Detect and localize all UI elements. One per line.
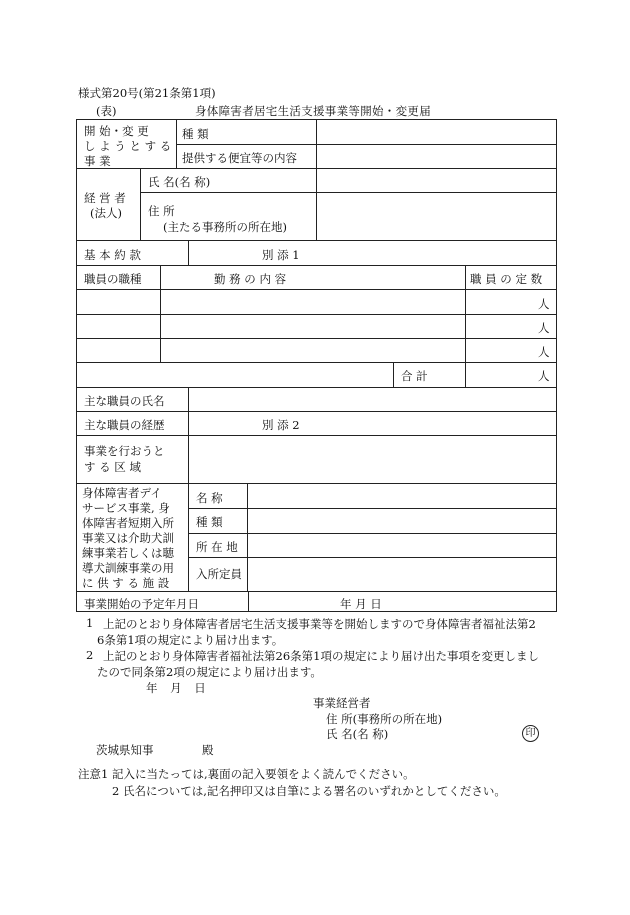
operator-name-label: 氏 名(名 称) [148,175,211,189]
vrule-business-label [176,119,177,168]
rule-career-bottom [76,435,557,436]
statement-operator-name[interactable]: 氏 名(名 称) [326,727,389,741]
statement-operator-address[interactable]: 住 所(事務所の所在地) [326,712,443,726]
rule-facility-bottom [76,591,557,592]
vrule-main-staff [188,387,189,483]
rule-staff-row2 [76,338,557,339]
facility-label-line4: 事業又は介助犬訓 [82,531,174,545]
facility-label-line5: 練事業若しくは聴 [82,546,174,560]
statement-honorific: 殿 [202,743,214,757]
business-kind-label: 種 類 [182,127,209,141]
rule-operator-inner [140,192,557,193]
rule-facility-3 [188,557,557,558]
vrule-total-label [393,362,394,387]
facility-location-label: 所 在 地 [196,540,238,554]
operator-label-line2: (法人) [90,206,122,220]
facility-kind-label: 種 類 [196,515,223,529]
rule-staff-row1 [76,314,557,315]
start-date-value[interactable]: 年 月 日 [340,597,382,611]
start-date-label: 事業開始の予定年月日 [84,597,199,611]
statement-date[interactable]: 年 月 日 [146,681,206,695]
note-2: 2 氏名については,記名押印又は自筆による署名のいずれかとしてください。 [112,784,506,798]
staff-col-count: 職 員 の 定 数 [470,272,543,286]
staff-row-count-unit: 人 [538,321,550,335]
statement-2-line1: 上記のとおり身体障害者福祉法第26条第1項の規定により届け出た事項を変更しまし [103,649,539,663]
rule-name-bottom [76,411,557,412]
business-content-label: 提供する便宜等の内容 [182,151,297,165]
vrule-charter [188,240,189,265]
charter-value: 別 添 1 [262,248,300,262]
vrule-start-date [248,591,249,612]
business-label-line2: し よ う と す る [84,139,172,153]
staff-row-count-unit: 人 [538,297,550,311]
business-label-line1: 開 始・変 更 [84,124,149,138]
note-1: 注意1 記入に当たっては,裏面の記入要領をよく読んでください。 [78,767,415,781]
vrule-staff-count [465,265,466,387]
vrule-operator-value [316,168,317,240]
operator-address-sub: (主たる事務所の所在地) [163,220,287,234]
operator-label-line1: 経 営 者 [84,191,126,205]
statement-1-line2: 6条第1項の規定により届け出ます。 [97,633,284,647]
facility-label-line2: サービス事業, 身 [82,501,170,515]
statement-1-line1: 上記のとおり身体障害者居宅生活支援事業等を開始しますので身体障害者福祉法第2 [103,617,536,631]
rule-total-bottom [76,387,557,388]
vrule-business-value [316,119,317,168]
rule-business-inner [176,144,557,145]
form-number: 様式第20号(第21条第1項) [78,86,216,100]
statement-1-number: 1 [86,616,94,630]
statement-2-line2: たので同条第2項の規定により届け出ます。 [97,665,322,679]
statement-operator-title: 事業経営者 [313,696,371,710]
charter-label: 基 本 約 款 [84,248,141,262]
main-staff-name-label: 主な職員の氏名 [84,394,165,408]
form-side: (表) [96,104,117,118]
vrule-operator-label [140,168,141,240]
vrule-facility-value [247,483,248,591]
facility-label-line1: 身体障害者デイ [82,486,162,500]
rule-facility-1 [188,508,557,509]
vrule-facility-label [188,483,189,591]
service-area-label-line2: す る 区 域 [84,460,141,474]
rule-charter-bottom [76,265,557,266]
staff-total-label: 合 計 [401,369,428,383]
main-staff-career-value: 別 添 2 [262,418,300,432]
staff-row-count-unit: 人 [538,345,550,359]
form-title: 身体障害者居宅生活支援事業等開始・変更届 [195,104,431,118]
staff-col-type: 職員の職種 [84,272,142,286]
rule-staff-header-bottom [76,289,557,290]
facility-capacity-label: 入所定員 [196,567,242,581]
vrule-staff-type [160,265,161,362]
rule-staff-row3 [76,362,557,363]
operator-address-label: 住 所 [148,204,175,218]
main-staff-career-label: 主な職員の経歴 [84,418,165,432]
staff-col-duty: 勤 務 の 内 容 [214,272,287,286]
statement-2-number: 2 [86,648,94,662]
facility-name-label: 名 称 [196,491,223,505]
business-label-line3: 事 業 [84,154,111,168]
seal-mark: 印 [522,725,539,742]
service-area-label-line1: 事業を行おうと [84,444,165,458]
staff-total-unit: 人 [538,369,550,383]
statement-addressee: 茨城県知事 [96,743,154,757]
rule-area-bottom [76,483,557,484]
facility-label-line7: に 供 す る 施 設 [82,576,170,590]
facility-label-line6: 導犬訓練事業の用 [82,561,174,575]
rule-facility-2 [188,533,557,534]
rule-operator-bottom [76,240,557,241]
facility-label-line3: 体障害者短期入所 [82,516,174,530]
